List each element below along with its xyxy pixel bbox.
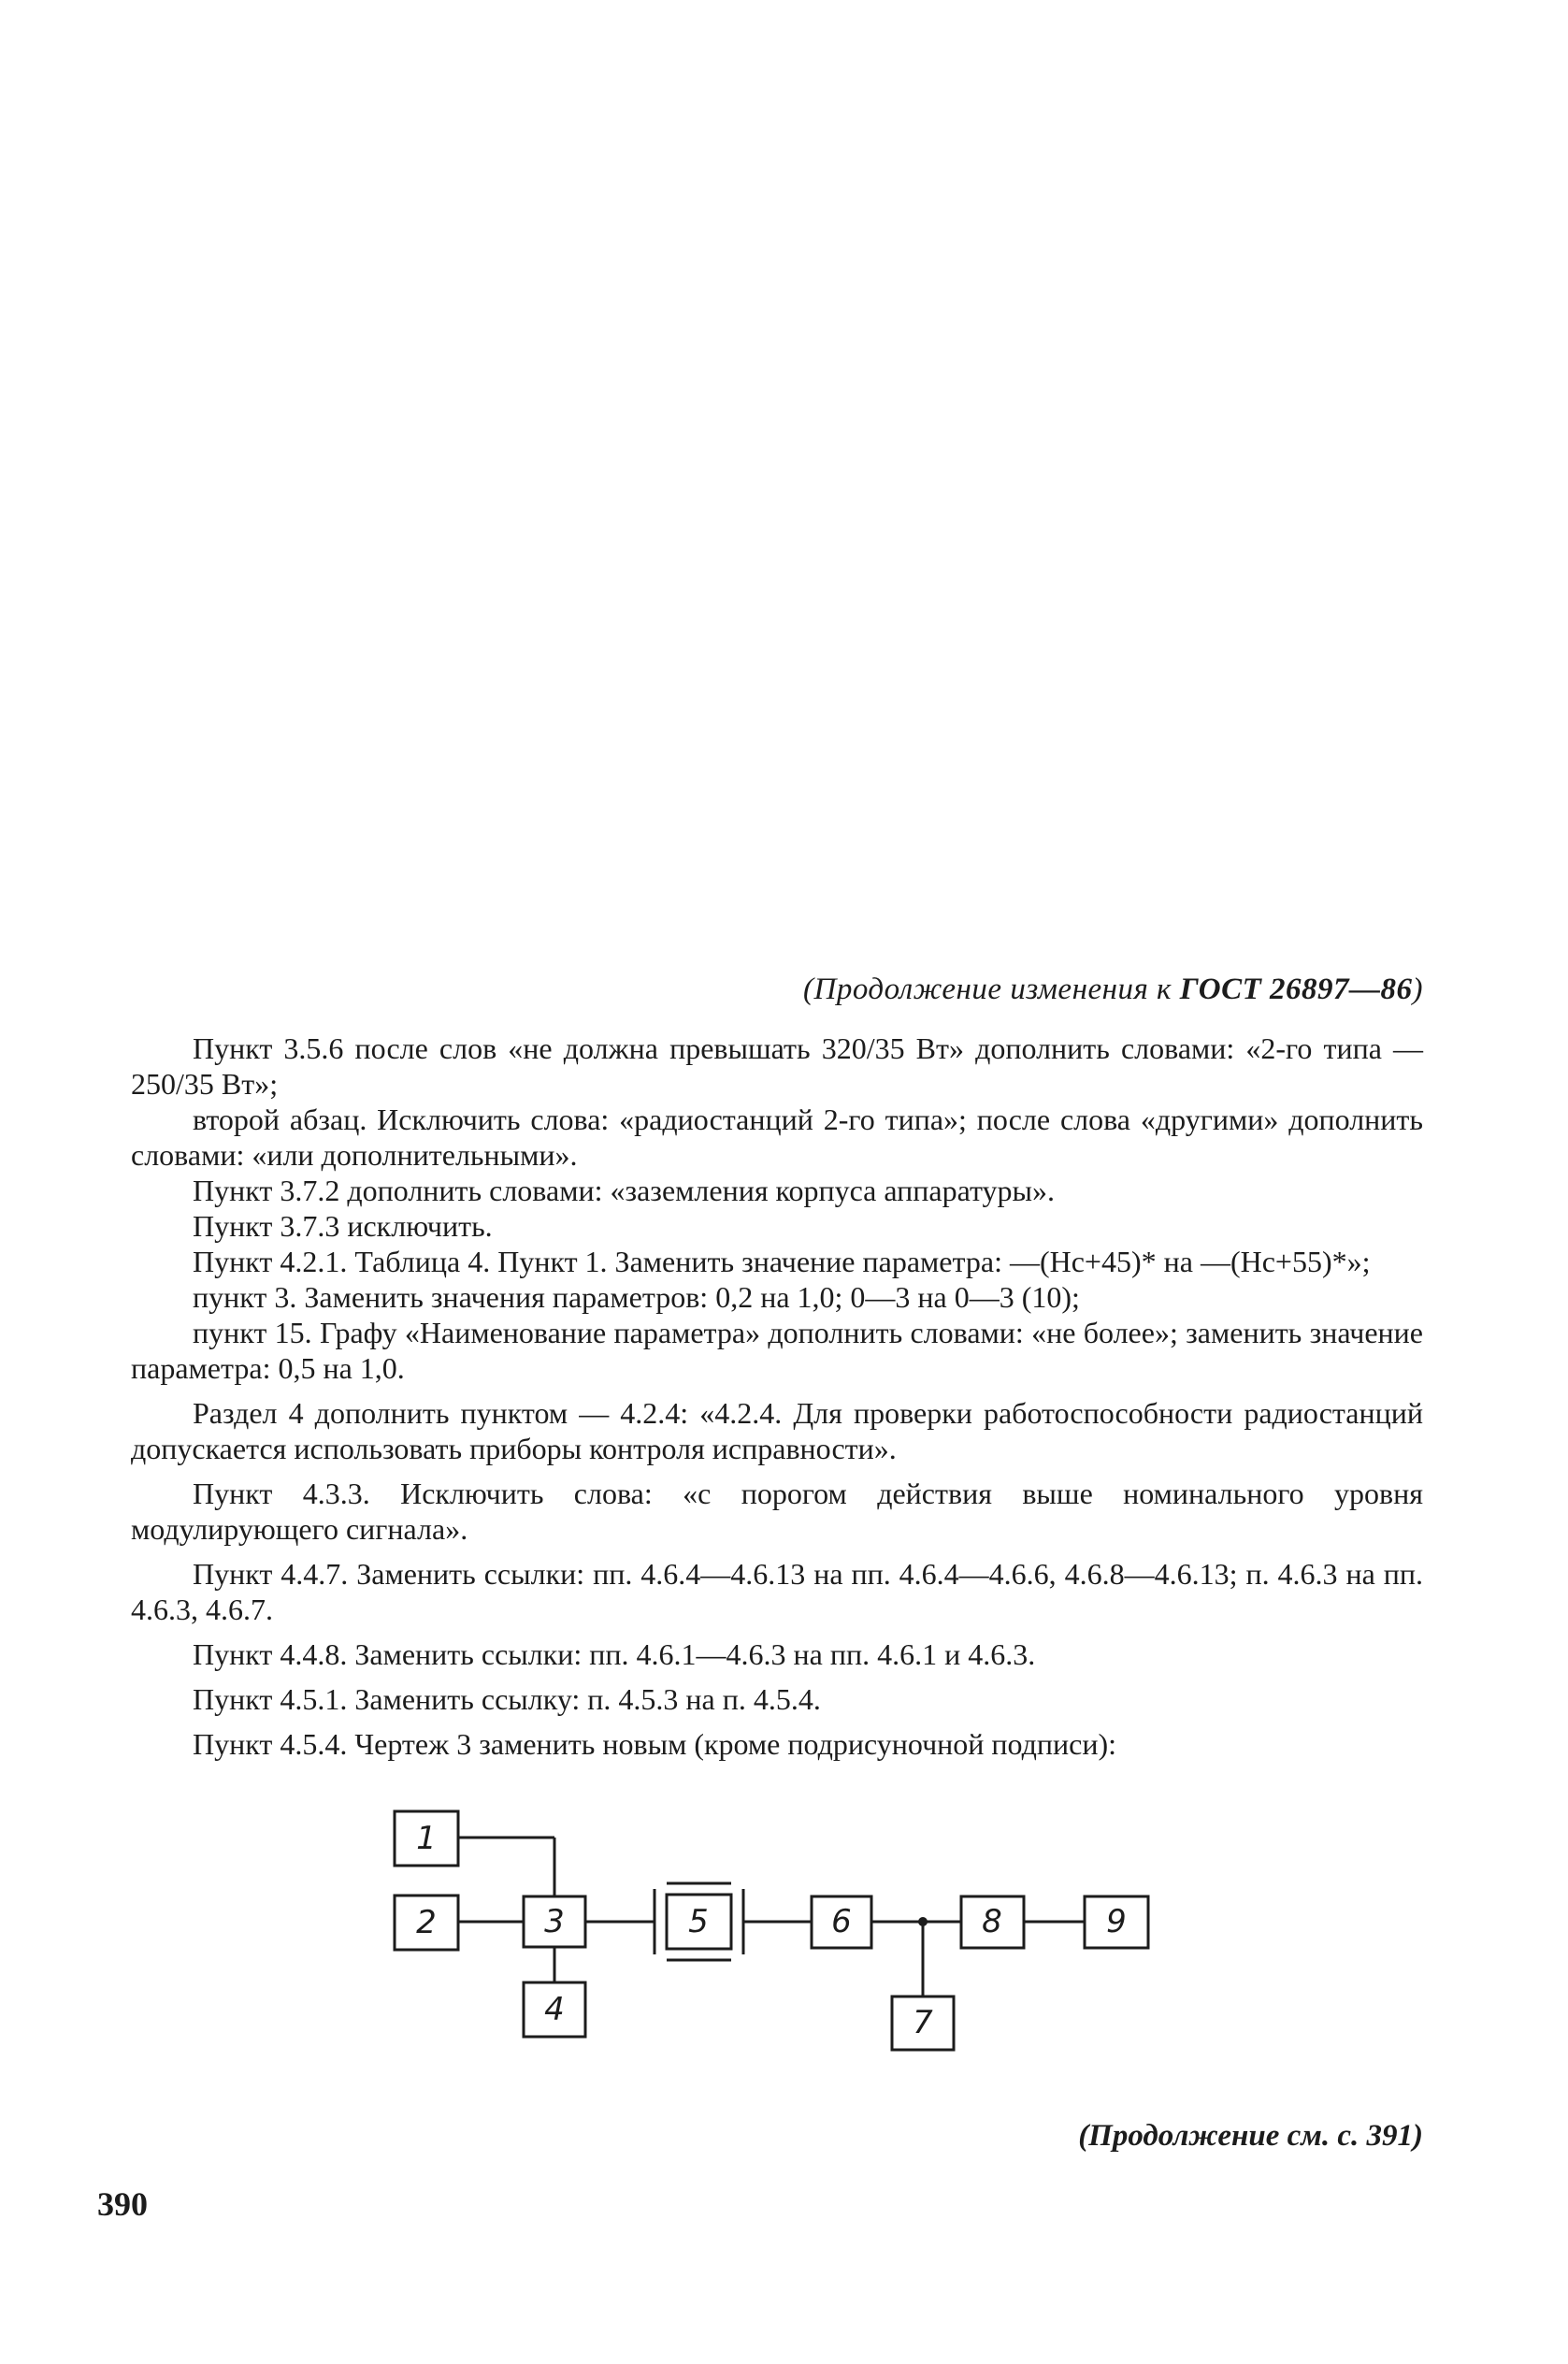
svg-text:3: 3 bbox=[544, 1903, 565, 1940]
block-7 bbox=[892, 1996, 954, 2050]
block-diagram bbox=[374, 1795, 1187, 2076]
paragraph: Пункт 4.4.8. Заменить ссылки: пп. 4.6.1—4.6.3 на пп. 4.6.1 и 4.6.3. bbox=[193, 1637, 1036, 1671]
svg-text:8: 8 bbox=[982, 1903, 1002, 1940]
paragraph: пункт 3. Заменить значения параметров: 0,2 на 1,0; 0—3 на 0—3 (10); bbox=[193, 1280, 1080, 1314]
paragraph: Пункт 4.5.4. Чертеж 3 заменить новым (кроме подрисуночной подписи): bbox=[193, 1727, 1117, 1761]
block-5 bbox=[667, 1895, 731, 1949]
paragraph: Пункт 4.5.1. Заменить ссылку: п. 4.5.3 на п. 4.5.4. bbox=[193, 1682, 821, 1716]
paragraph: второй абзац. Исключить слова: «радиостанций 2-го типа»; после слова «другими» дополнить словами: «или дополнительными». bbox=[131, 1103, 1423, 1172]
block-9 bbox=[1085, 1896, 1148, 1948]
paragraph: Пункт 3.5.6 после слов «не должна превышать 320/35 Вт» дополнить словами: «2-го типа — 250/35 Вт»; bbox=[131, 1031, 1423, 1101]
block-6 bbox=[812, 1896, 871, 1948]
junction-dot bbox=[918, 1917, 928, 1926]
paragraph: Пункт 4.3.3. Исключить слова: «с порогом действия выше номинального уровня модулирующего сигнала». bbox=[131, 1477, 1423, 1546]
paragraph: Пункт 3.7.3 исключить. bbox=[193, 1209, 493, 1243]
svg-text:7: 7 bbox=[913, 2004, 933, 2041]
block-4 bbox=[524, 1982, 585, 2037]
svg-text:4: 4 bbox=[544, 1991, 565, 2028]
paragraph: Раздел 4 дополнить пунктом — 4.2.4: «4.2.4. Для проверки работоспособности радиостанций допускается использовать приборы контроля исправности». bbox=[131, 1396, 1423, 1465]
block-1 bbox=[395, 1811, 458, 1866]
paragraph: Пункт 4.4.7. Заменить ссылки: пп. 4.6.4—4.6.13 на пп. 4.6.4—4.6.6, 4.6.8—4.6.13; п. 4.6.3 на пп. 4.6.3, 4.6.7. bbox=[131, 1557, 1423, 1626]
amendment-text bbox=[131, 1031, 1423, 1762]
svg-text:2: 2 bbox=[416, 1904, 437, 1941]
paragraph: Пункт 4.2.1. Таблица 4. Пункт 1. Заменить значение параметра: —(Hc+45)* на —(Hc+55)*»; bbox=[193, 1245, 1371, 1278]
header-prefix: (Продолжение изменения к bbox=[803, 973, 1180, 1006]
svg-text:6: 6 bbox=[831, 1903, 852, 1940]
page-number: 390 bbox=[97, 2185, 148, 2223]
block-8 bbox=[961, 1896, 1024, 1948]
block-3 bbox=[524, 1896, 585, 1947]
paragraph: Пункт 3.7.2 дополнить словами: «заземления корпуса аппаратуры». bbox=[193, 1174, 1056, 1207]
header-standard: ГОСТ 26897—86 bbox=[1179, 973, 1413, 1006]
svg-text:5: 5 bbox=[688, 1903, 709, 1940]
svg-text:9: 9 bbox=[1106, 1903, 1127, 1940]
continuation-footer: (Продолжение см. с. 391) bbox=[1078, 2119, 1423, 2153]
block-2 bbox=[395, 1896, 458, 1950]
svg-text:1: 1 bbox=[416, 1820, 437, 1857]
header-suffix: ) bbox=[1412, 973, 1423, 1006]
continuation-header bbox=[655, 973, 1423, 1007]
paragraph: пункт 15. Графу «Наименование параметра» дополнить словами: «не более»; заменить значение параметра: 0,5 на 1,0. bbox=[131, 1316, 1423, 1385]
